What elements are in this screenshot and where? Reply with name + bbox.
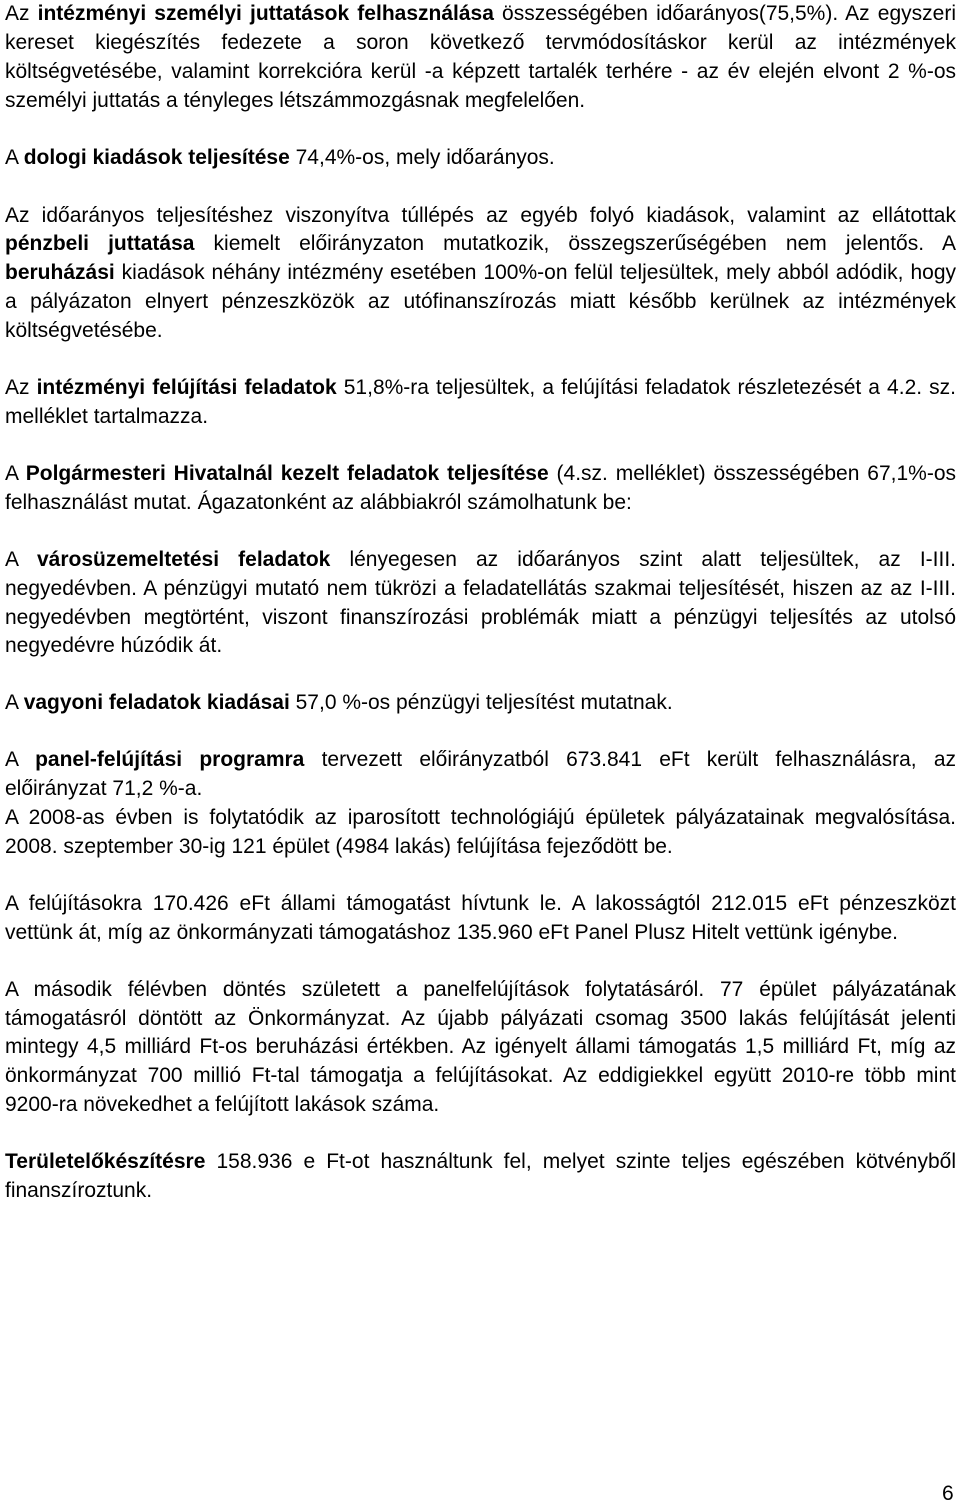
page-number: 6	[942, 1482, 954, 1505]
paragraph-mayors-office-tasks: A Polgármesteri Hivatalnál kezelt feladatok teljesítése (4.sz. melléklet) összességében 67,1%-os felhasználást mutat. Ágazatonként az alábbiakról számolhatunk be:	[5, 461, 956, 514]
paragraph-property-tasks: A vagyoni feladatok kiadásai 57,0 %-os pénzügyi teljesítést mutatnak.	[5, 691, 673, 715]
paragraph-renovation-funding: A felújításokra 170.426 eFt állami támogatást hívtunk le. A lakosságtól 212.015 eFt pénzeszközt vettünk át, míg az önkormányzati támogatáshoz 135.960 eFt Panel Plusz Hitelt vettünk igénybe.	[5, 891, 956, 944]
paragraph-land-preparation: Területelőkészítésre 158.936 e Ft-ot használtunk fel, melyet szinte teljes egészében kötvényből finanszíroztunk.	[5, 1150, 956, 1203]
paragraph-panel-renovation-program: A panel-felújítási programra tervezett előirányzatból 673.841 eFt került felhasználásra, az előirányzat 71,2 %-a.	[5, 748, 957, 801]
paragraph-institutional-renovation: Az intézményi felújítási feladatok 51,8%-ra teljesültek, a felújítási feladatok részletezését a 4.2. sz. melléklet tartalmazza.	[5, 376, 957, 428]
paragraph-material-expenses: A dologi kiadások teljesítése 74,4%-os, mely időarányos.	[5, 145, 555, 169]
paragraph-city-operation-tasks: A városüzemeltetési feladatok lényegesen az időarányos szint alatt teljesültek, az I-III. negyedévben. A pénzügyi mutató nem tükrözi a feladatellátás szakmai teljesítését, hiszen az az I-III. negyedévben megtörtént, viszont finanszírozási problémák miatt a pénzügyi teljesítés az utolsó negyedévre húzódik át.	[5, 547, 956, 658]
paragraph-personnel-expenses: Az intézményi személyi juttatások felhasználása összességében időarányos(75,5%). Az egyszeri kereset kiegészítés fedezete a soron következő tervmódosításkor kerül az intézmények költségvetésébe, valamint korrekcióra kerül -a képzett tartalék terhére - az év elején elvont 2 %-os személyi juttatás a tényleges létszámmozgásnak megfelelően.	[5, 2, 956, 112]
document-page	[5, 0, 956, 1206]
paragraph-second-half-decision: A második félévben döntés született a panelfelújítások folytatásáról. 77 épület pályázatának támogatásról döntött az Önkormányzat. Az újabb pályázati csomag 3500 lakás felújítását jelenti mintegy 4,5 milliárd Ft-os beruházási értékben. Az igényelt állami támogatás 1,5 milliárd Ft, míg az önkormányzat 700 millió Ft-tal támogatja a felújításokat. Az eddigiekkel együtt 2010-re több mint 9200-ra növekedhet a felújított lakások száma.	[5, 977, 956, 1117]
paragraph-cash-benefits-investments: Az időarányos teljesítéshez viszonyítva túllépés az egyéb folyó kiadások, valamint az ellátottak pénzbeli juttatása kiemelt előirányzaton mutatkozik, összegszerűségében nem jelentős. A beruházási kiadások néhány intézmény esetében 100%-on felül teljesültek, mely abból adódik, hogy a pályázaton elnyert pénzeszközök az utófinanszírozás miatt később kerülnek az intézmények költségvetésébe.	[5, 203, 957, 343]
paragraph-2008-tenders: A 2008-as évben is folytatódik az iparosított technológiájú épületek pályázatainak megvalósítása. 2008. szeptember 30-ig 121 épület (4984 lakás) felújítása fejeződött be.	[5, 806, 956, 858]
